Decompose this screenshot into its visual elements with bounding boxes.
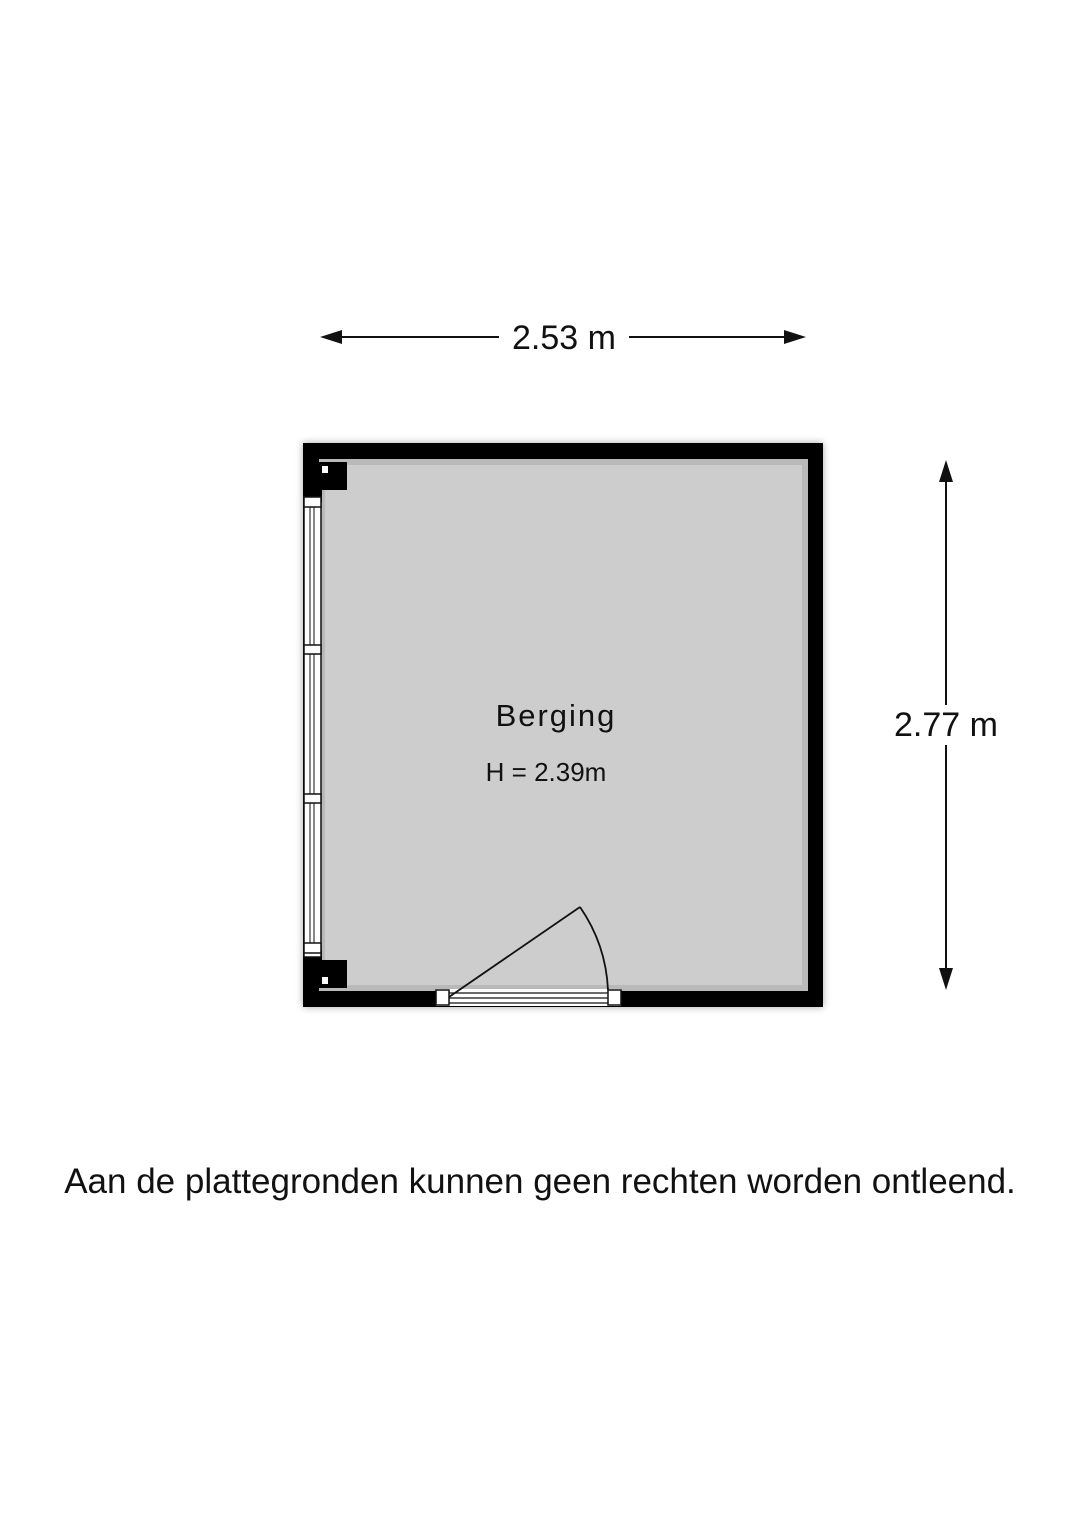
width-dimension-label: 2.53 m xyxy=(499,318,629,358)
disclaimer-text: Aan de plattegronden kunnen geen rechten worden ontleend. xyxy=(64,1162,1016,1201)
room-height-label: H = 2.39m xyxy=(485,757,607,787)
height-dimension-label: 2.77 m xyxy=(884,705,1008,745)
room-name-label: Berging xyxy=(495,698,617,733)
window-left-wall xyxy=(304,497,321,957)
